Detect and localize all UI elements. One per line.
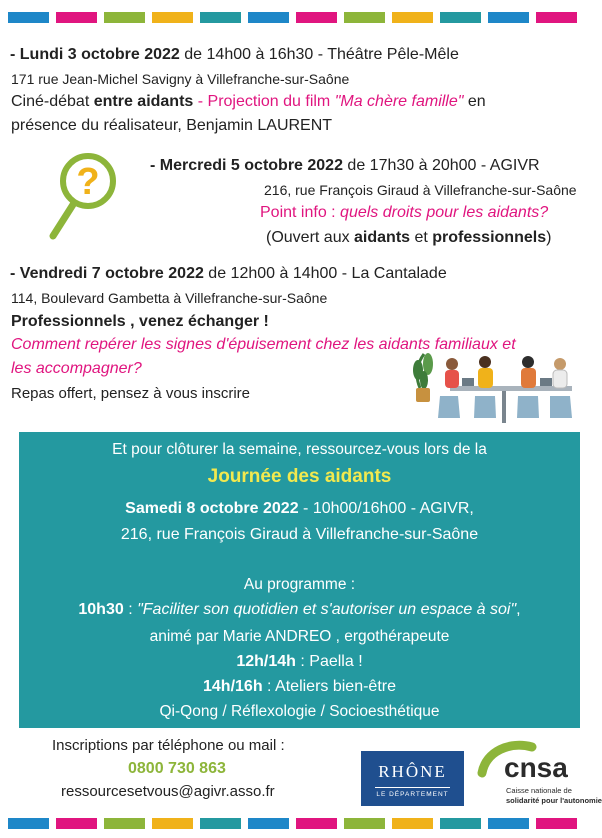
phone-number[interactable]: 0800 730 863: [128, 760, 226, 777]
film-title: "Ma chère famille": [334, 93, 464, 110]
cnsa-logo: [474, 739, 602, 809]
event3-professionals: Professionnels , venez échanger !: [11, 313, 269, 330]
svg-text:?: ?: [76, 161, 100, 203]
event1-presence: présence du réalisateur, Benjamin LAURENT: [11, 117, 333, 134]
event3-time-place: de 12h00 à 14h00 - La Cantalade: [203, 265, 447, 282]
magnifier-question-icon: [48, 150, 128, 242]
inscriptions-label: Inscriptions par téléphone ou mail :: [52, 737, 285, 754]
stripe-segment: [344, 818, 385, 829]
email-address[interactable]: ressourcesetvous@agivr.asso.fr: [61, 783, 275, 800]
rhone-logo-sub: LE DÉPARTEMENT: [376, 791, 449, 798]
stripe-segment: [440, 818, 481, 829]
stripe-segment: [152, 818, 193, 829]
programme-item-2: 12h/14h : Paella !: [236, 653, 363, 670]
cnsa-logo-name: cnsa: [504, 752, 568, 783]
stripe-segment: [152, 12, 193, 23]
closing-address: 216, rue François Giraud à Villefranche-sur-Saône: [120, 526, 479, 543]
event1-date: Lundi 3 octobre 2022: [19, 46, 180, 63]
stripe-segment: [392, 12, 433, 23]
event3-question-line1: Comment repérer les signes d'épuisement chez les aidants familiaux et: [11, 336, 516, 353]
stripe-segment: [8, 818, 49, 829]
event2-address: 216, rue François Giraud à Villefranche-sur-Saône: [264, 182, 577, 198]
programme-item-3: 14h/16h : Ateliers bien-être: [203, 678, 396, 695]
event2-heading: - Mercredi 5 octobre 2022 de 17h30 à 20h00 - AGIVR: [150, 157, 540, 174]
stripe-segment: [8, 12, 49, 23]
stripe-segment: [488, 818, 529, 829]
event1-time-place: de 14h00 à 16h30 - Théâtre Pêle-Mêle: [179, 46, 459, 63]
stripe-segment: [200, 818, 241, 829]
event3-date: Vendredi 7 octobre 2022: [19, 265, 204, 282]
programme-item-1: 10h30 : "Faciliter son quotidien et s'autoriser un espace à soi",: [78, 601, 521, 618]
stripe-segment: [200, 12, 241, 23]
event1-description: Ciné-débat entre aidants - Projection du film "Ma chère famille" en: [11, 93, 486, 110]
event3-meal: Repas offert, pensez à vous inscrire: [11, 385, 251, 402]
event3-question-line2: les accompagner?: [11, 360, 142, 377]
stripe-segment: [296, 818, 337, 829]
stripe-segment: [56, 818, 97, 829]
stripe-segment: [392, 818, 433, 829]
stripe-segment: [248, 12, 289, 23]
cnsa-logo-sub2: solidarité pour l'autonomie: [506, 796, 602, 805]
meeting-illustration: [410, 348, 580, 424]
closing-date: Samedi 8 octobre 2022 - 10h00/16h00 - AGIVR,: [125, 500, 474, 517]
stripe-segment: [104, 12, 145, 23]
stripe-segment: [104, 818, 145, 829]
rhone-logo: [361, 751, 464, 806]
stripe-segment: [344, 12, 385, 23]
programme-item-1-host: animé par Marie ANDREO , ergothérapeute: [149, 628, 450, 645]
stripe-segment: [440, 12, 481, 23]
rhone-logo-name: RHÔNE: [378, 762, 447, 781]
programme-activities: Qi-Qong / Réflexologie / Socioesthétique: [159, 703, 440, 720]
event3-heading: - Vendredi 7 octobre 2022 de 12h00 à 14h00 - La Cantalade: [10, 265, 447, 282]
stripe-segment: [536, 12, 577, 23]
cnsa-logo-sub1: Caisse nationale de: [506, 786, 572, 795]
event2-point-info: Point info : quels droits pour les aidants?: [260, 204, 549, 221]
event1-address: 171 rue Jean-Michel Savigny à Villefranche-sur-Saône: [11, 71, 350, 87]
closing-intro: Et pour clôturer la semaine, ressourcez-vous lors de la: [112, 441, 487, 458]
event3-address: 114, Boulevard Gambetta à Villefranche-sur-Saône: [11, 290, 328, 306]
stripe-segment: [248, 818, 289, 829]
bottom-color-stripe: [0, 818, 590, 829]
closing-title: Journée des aidants: [207, 466, 392, 487]
stripe-segment: [56, 12, 97, 23]
stripe-segment: [296, 12, 337, 23]
event2-audience: (Ouvert aux aidants et professionnels): [266, 229, 552, 246]
event2-date: Mercredi 5 octobre 2022: [159, 157, 343, 174]
top-color-stripe: [0, 12, 590, 23]
event1-heading: - Lundi 3 octobre 2022 de 14h00 à 16h30 - Théâtre Pêle-Mêle: [10, 46, 459, 63]
programme-heading: Au programme :: [243, 576, 356, 593]
event2-time-place: de 17h30 à 20h00 - AGIVR: [342, 157, 540, 174]
stripe-segment: [488, 12, 529, 23]
stripe-segment: [536, 818, 577, 829]
